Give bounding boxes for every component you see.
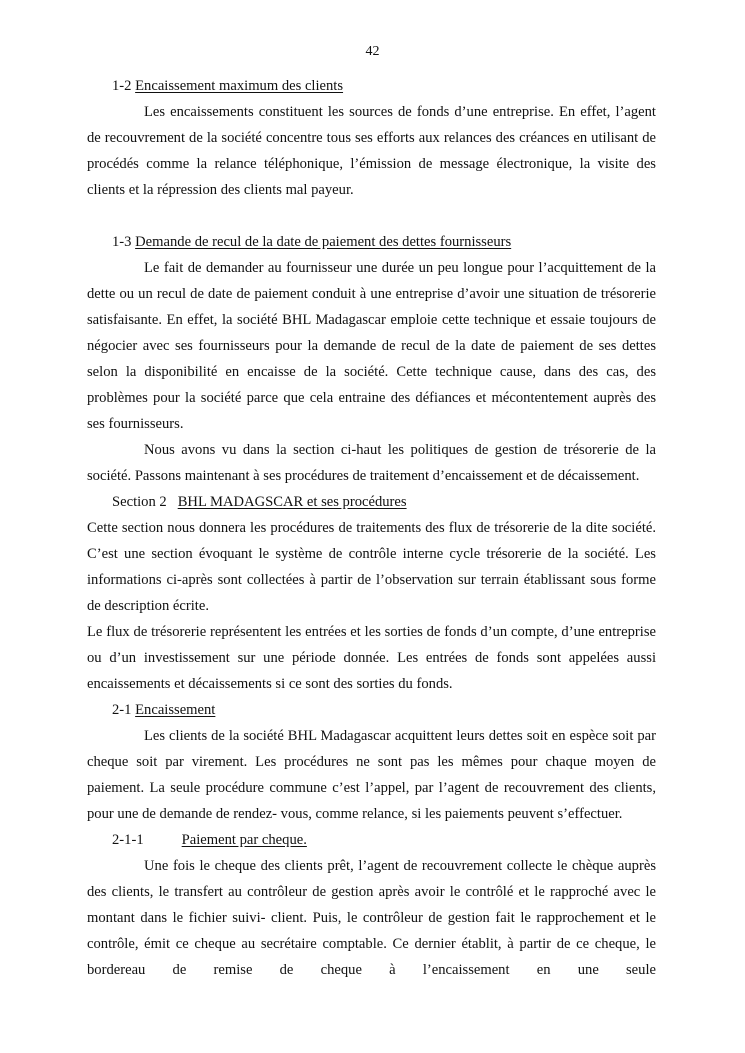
paragraph: Les clients de la société BHL Madagascar acquittent leurs dettes soit en espèce soit par cheque soit par virement. Les procédures ne sont pas les mêmes pour chaque moyen de paiement. La seule procédure commune c’est l’appel, par l’agent de recouvrement des clients, pour une de demande de rendez- vous, comme relance, si les paiements peuvent s’effectuer. (87, 728, 656, 822)
heading-2-1-1 (87, 827, 656, 853)
paragraph: Les encaissements constituent les sources de fonds d’une entreprise. En effet, l’agent de recouvrement de la société concentre tous ses efforts aux relances des créances en utilisant de procédés comme la relance téléphonique, l’émission de message électronique, la visite des clients et la répression des clients mal payeur. (87, 104, 656, 198)
heading-title: Encaissement maximum des clients (135, 78, 344, 94)
paragraph: Une fois le cheque des clients prêt, l’agent de recouvrement collecte le chèque auprès des clients, le transfert au contrôleur de gestion après avoir le contrôlé et le rapproché avec le montant dans le fichier suivi- client. Puis, le contrôleur de gestion fait le rapprochement et le contrôle, émit ce cheque au secrétaire comptable. Ce dernier établit, à partir de ce cheque, le bordereau de remise de cheque à l’encaissement en une seule (87, 858, 656, 978)
heading-number: 1-3 (112, 234, 132, 250)
document-body (87, 73, 656, 983)
paragraph: Le flux de trésorerie représentent les entrées et les sorties de fonds d’un compte, d’une entreprise ou d’un investissement sur une période donnée. Les entrées de fonds sont appelées aussi encaissements et décaissements si ce sont des sorties du fonds. (87, 624, 656, 692)
heading-title: BHL MADAGSCAR et ses procédures (177, 494, 407, 510)
heading-2-1 (87, 697, 656, 723)
paragraph: Cette section nous donnera les procédures de traitements des flux de trésorerie de la dite société. C’est une section évoquant le système de contrôle interne cycle trésorerie de la société. Les informations ci-après sont collectées à partir de l’observation sur terrain établissant sous forme de description écrite. (87, 520, 656, 614)
heading-number: 2-1-1 (112, 832, 144, 848)
heading-1-3 (87, 229, 656, 255)
heading-title: Encaissement (135, 702, 216, 718)
heading-number: 1-2 (112, 78, 132, 94)
paragraph: Nous avons vu dans la section ci-haut les politiques de gestion de trésorerie de la société. Passons maintenant à ses procédures de traitement d’encaissement et de décaissement. (87, 442, 656, 484)
spacer (87, 203, 656, 229)
heading-title: Demande de recul de la date de paiement des dettes fournisseurs (135, 234, 512, 250)
page-number: 42 (365, 44, 380, 59)
heading-title: Paiement par cheque. (181, 832, 307, 848)
heading-section-2 (87, 489, 656, 515)
paragraph: Le fait de demander au fournisseur une durée un peu longue pour l’acquittement de la dette ou un recul de date de paiement conduit à une entreprise d’avoir une situation de trésorerie satisfaisante. En effet, la société BHL Madagascar emploie cette technique et essaie toujours de négocier avec ses fournisseurs pour la demande de recul de la date de paiement de ses dettes selon la disponibilité en encaisse de la société. Cette technique cause, dans des cas, des problèmes pour la société parce que cela entraine des défiances et mécontentement auprès des ses fournisseurs. (87, 260, 656, 432)
heading-1-2 (87, 73, 656, 99)
heading-number: 2-1 (112, 702, 132, 718)
heading-number: Section 2 (112, 494, 167, 510)
